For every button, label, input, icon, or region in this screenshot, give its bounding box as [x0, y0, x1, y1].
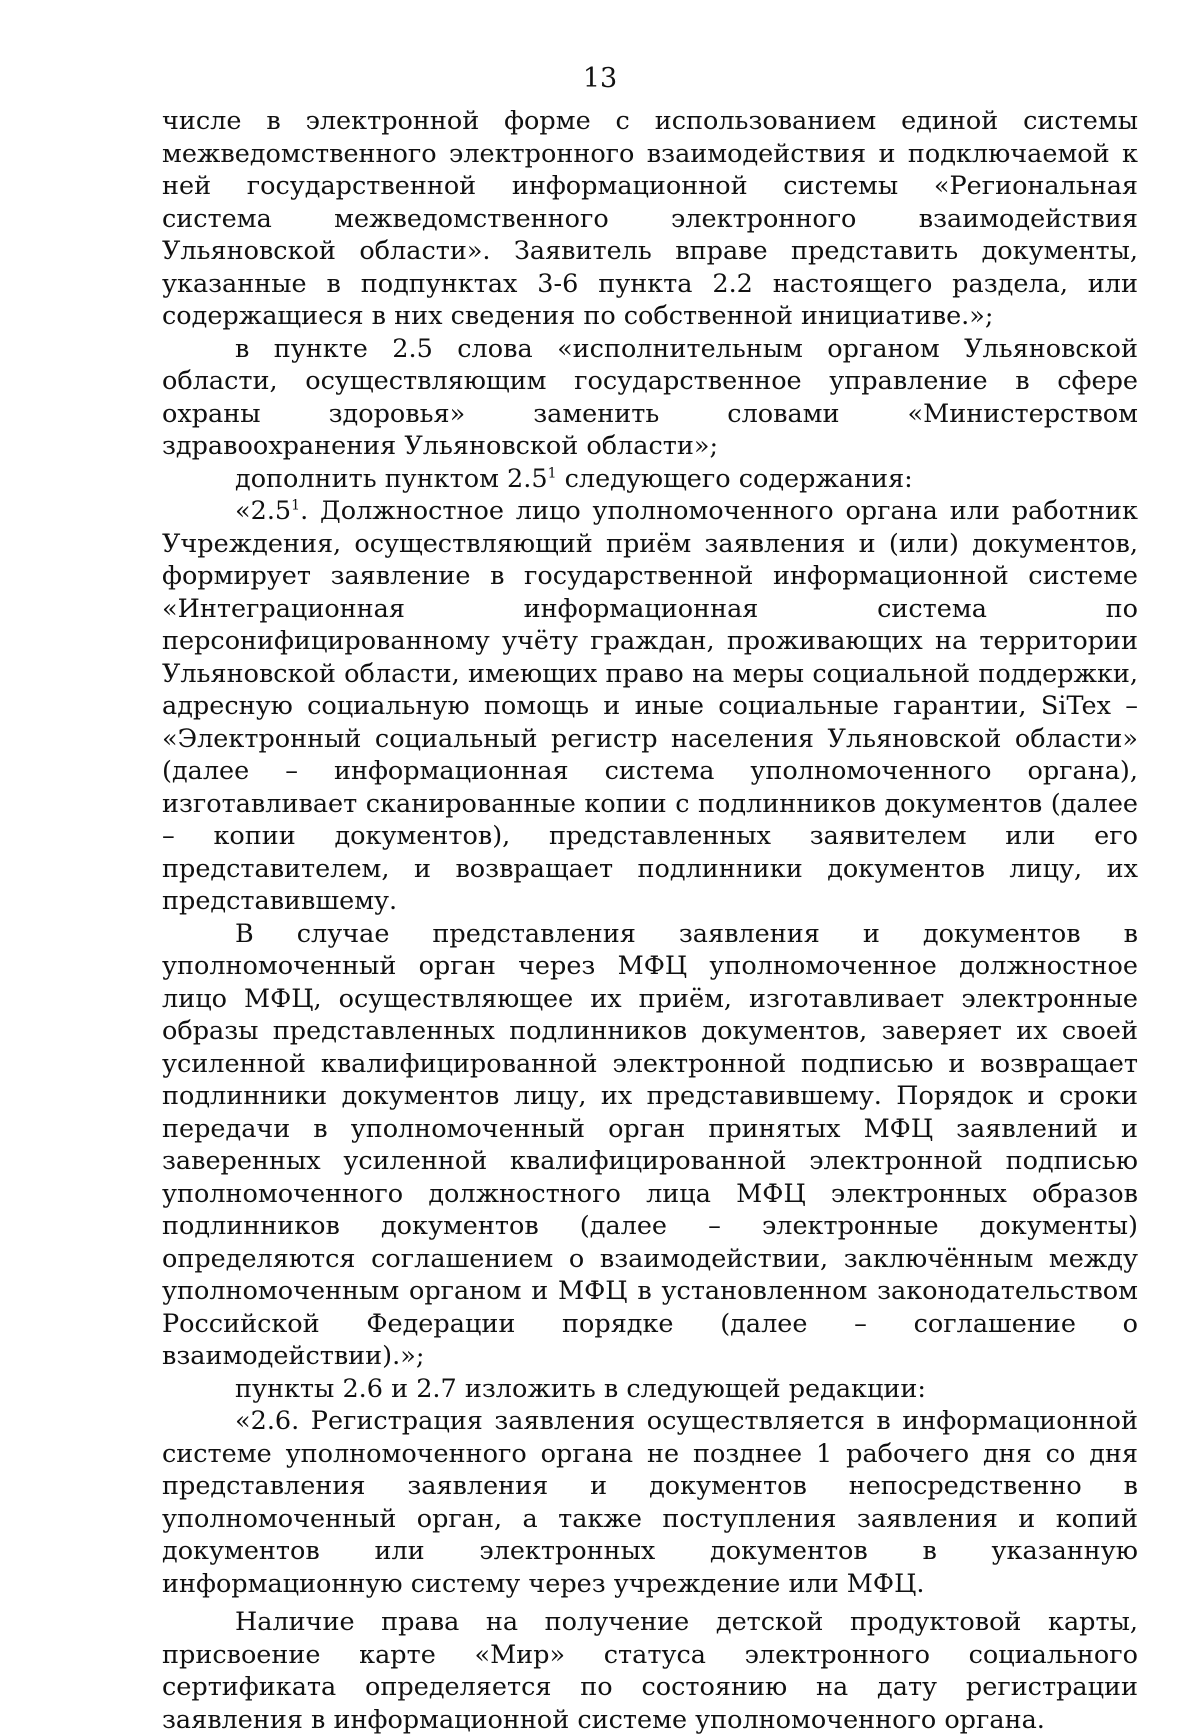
paragraph-4 [162, 495, 1138, 918]
paragraph-text: следующего содержания: [556, 463, 913, 494]
paragraph-text: «2.6. Регистрация заявления осуществляется в информационной системе уполномоченного органа не позднее 1 рабочего дня со дня представления заявления и документов непосредственно в уполномоченный орган, а также поступления заявления и копий документов или электронных документов в указанную информационную систему через учреждение или МФЦ. [162, 1406, 1138, 1599]
superscript: 1 [291, 497, 301, 514]
paragraph-text: . Должностное лицо уполномоченного органа или работник Учреждения, осуществляющий приём заявления и (или) документов, формирует заявление в государственной информационной системе «Интеграционная информационная система по персонифицированному учёту граждан, проживающих на территории Ульяновской области, имеющих право на меры социальной поддержки, адресную социальную помощь и иные социальные гарантии, SiTex – «Электронный социальный регистр населения Ульяновской области» (далее – информационная система уполномоченного органа), изготавливает сканированные копии с подлинников документов (далее – копии документов), представленных заявителем или его представителем, и возвращает подлинники документов лицу, их представившему. [162, 496, 1138, 916]
paragraph-6 [162, 1373, 1138, 1406]
paragraph-8 [162, 1606, 1138, 1736]
paragraph-7 [162, 1405, 1138, 1600]
paragraph-text: дополнить пунктом 2.5 [235, 463, 548, 494]
paragraph-2 [162, 333, 1138, 463]
superscript: 1 [547, 465, 557, 481]
paragraph-1 [162, 105, 1138, 333]
paragraph-text: в пункте 2.5 слова «исполнительным органом Ульяновской области, осуществляющим государственное управление в сфере охраны здоровья» заменить словами «Министерством здравоохранения Ульяновской области»; [162, 333, 1138, 461]
paragraph-text: В случае представления заявления и документов в уполномоченный орган через МФЦ уполномоченное должностное лицо МФЦ, осуществляющее их приём, изготавливает электронные образы представленных подлинников документов, заверяет их своей усиленной квалифицированной электронной подписью и возвращает подлинники документов лицу, их представившему. Порядок и сроки передачи в уполномоченный орган принятых МФЦ заявлений и заверенных усиленной квалифицированной электронной подписью уполномоченного должностного лица МФЦ электронных образов подлинников документов (далее – электронные документы) определяются соглашением о взаимодействии, заключённым между уполномоченным органом и МФЦ в установленном законодательством Российской Федерации порядке (далее – соглашение о взаимодействии).»; [162, 918, 1138, 1371]
paragraph-text: числе в электронной форме с использованием единой системы межведомственного электронного взаимодействия и подключаемой к ней государственной информационной системы «Региональная система межведомственного электронного взаимодействия Ульяновской области». Заявитель вправе представить документы, указанные в подпунктах 3-6 пункта 2.2 настоящего раздела, или содержащиеся в них сведения по собственной инициативе.»; [162, 106, 1138, 331]
paragraph-3 [162, 463, 1138, 496]
page-number: 13 [582, 63, 618, 94]
document-body [162, 105, 1138, 1736]
paragraph-text: пункты 2.6 и 2.7 изложить в следующей редакции: [235, 1373, 926, 1404]
paragraph-5 [162, 918, 1138, 1373]
paragraph-text: Наличие права на получение детской продуктовой карты, присвоение карте «Мир» статуса электронного социального сертификата определяется по состоянию на дату регистрации заявления в информационной системе уполномоченного органа. [162, 1607, 1138, 1735]
paragraph-text: «2.5 [235, 496, 292, 526]
